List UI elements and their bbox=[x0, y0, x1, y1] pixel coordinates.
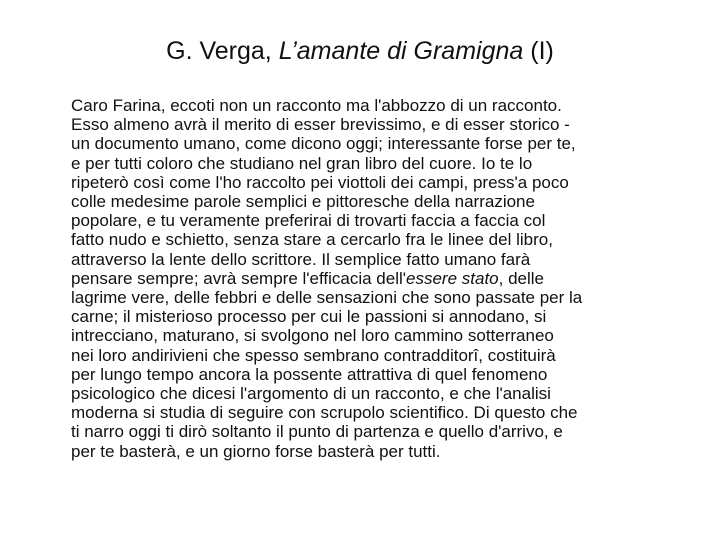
text-line: per lungo tempo ancora la possente attrattiva di quel fenomeno bbox=[71, 364, 548, 384]
text-line: carne; il misterioso processo per cui le passioni si annodano, si bbox=[71, 307, 547, 327]
title-work: L’amante di Gramigna bbox=[278, 37, 524, 65]
title-author: G. Verga, bbox=[166, 37, 279, 65]
text-line: e per tutti coloro che studiano nel gran libro del cuore. Io te lo bbox=[71, 153, 533, 173]
text-line: Caro Farina, eccoti non un racconto ma l'abbozzo di un racconto. bbox=[71, 96, 562, 115]
text-line: Esso almeno avrà il merito di esser brevissimo, e di esser storico - bbox=[71, 115, 570, 135]
slide-title bbox=[0, 36, 720, 66]
text-line: un documento umano, come dicono oggi; interessante forse per te, bbox=[71, 134, 576, 154]
text-line: ripeterò così come l'ho raccolto pei viottoli dei campi, press'a poco bbox=[71, 172, 569, 192]
emphasis-text: essere stato bbox=[406, 268, 499, 288]
text-line: attraverso la lente dello scrittore. Il semplice fatto umano farà bbox=[71, 249, 531, 269]
text-line: lagrime vere, delle febbri e delle sensazioni che sono passate per la bbox=[71, 288, 583, 308]
text-line: nei loro andirivieni che spesso sembrano contradditorî, costituirà bbox=[71, 345, 556, 365]
line-part: pensare sempre; avrà sempre l'efficacia dell' bbox=[71, 268, 407, 288]
text-line: fatto nudo e schietto, senza stare a cercarlo fra le linee del libro, bbox=[71, 230, 553, 250]
line-part: , delle bbox=[498, 268, 544, 288]
body-text bbox=[71, 96, 691, 461]
text-line: ti narro oggi ti dirò soltanto il punto di partenza e quello d'arrivo, e bbox=[71, 422, 563, 442]
text-line-emphasis bbox=[71, 269, 691, 288]
text-line: popolare, e tu veramente preferirai di trovarti faccia a faccia col bbox=[71, 211, 546, 231]
text-line: colle medesime parole semplici e pittoresche della narrazione bbox=[71, 192, 535, 212]
text-line: intrecciano, maturano, si svolgono nel loro cammino sotterraneo bbox=[71, 326, 554, 346]
text-line: moderna si studia di seguire con scrupolo scientifico. Di questo che bbox=[71, 403, 578, 423]
title-part: (I) bbox=[523, 37, 554, 65]
text-line: per te basterà, e un giorno forse basterà per tutti. bbox=[71, 441, 441, 461]
text-line: psicologico che dicesi l'argomento di un racconto, e che l'analisi bbox=[71, 384, 551, 404]
